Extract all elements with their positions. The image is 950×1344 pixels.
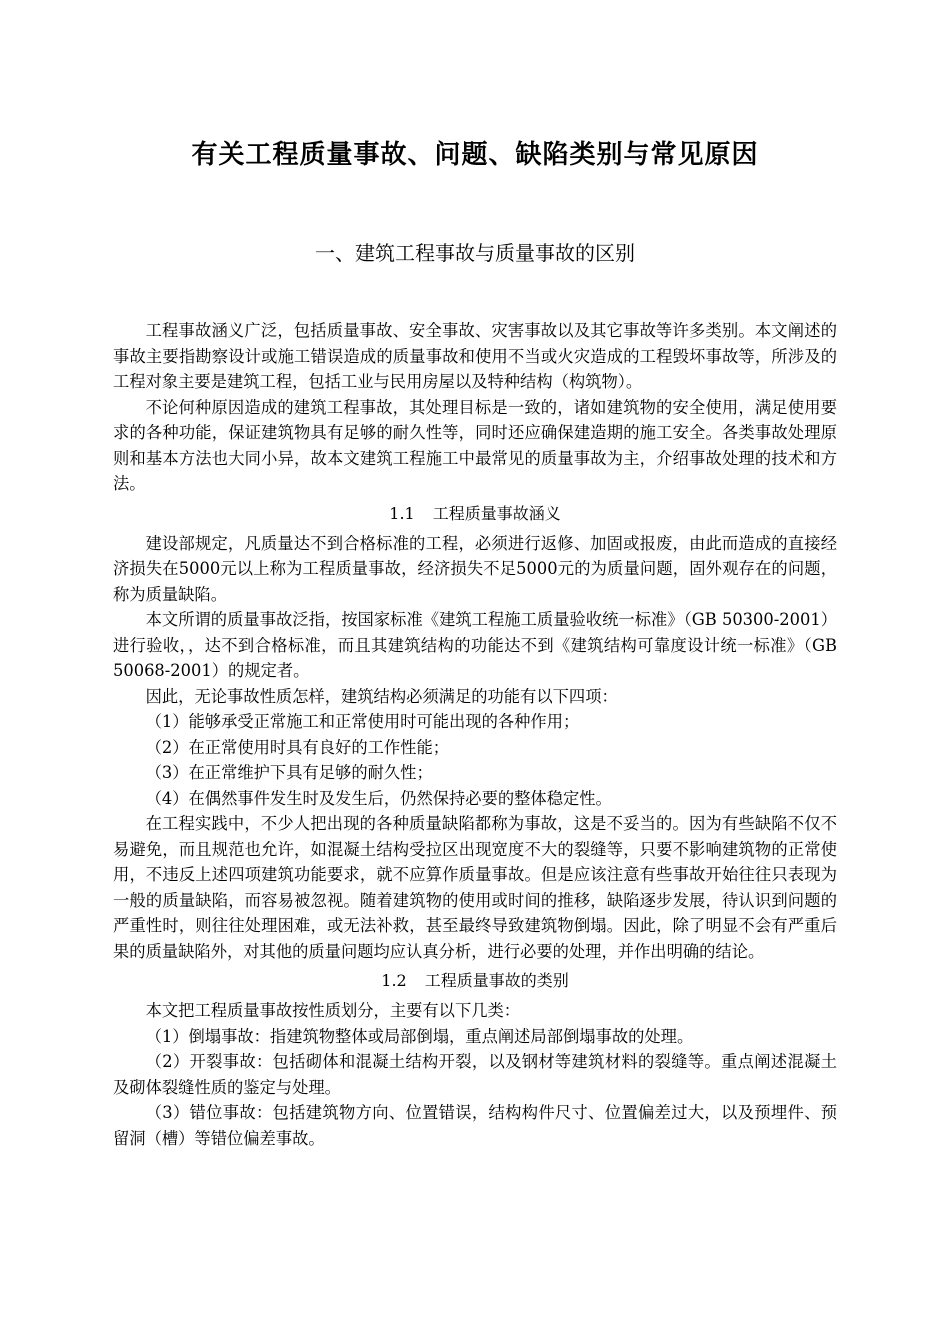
subsection-heading-1-1 (113, 502, 837, 526)
paragraph: 本文所谓的质量事故泛指，按国家标准《建筑工程施工质量验收统一标准》（GB 50300-2001）进行验收，，达不到合格标准，而且其建筑结构的功能达不到《建筑结构可靠度设计统一标准》（GB 50068-2001）的规定者。 (113, 610, 837, 680)
paragraph: 工程事故涵义广泛，包括质量事故、安全事故、灾害事故以及其它事故等许多类别。本文阐述的事故主要指勘察设计或施工错误造成的质量事故和使用不当或火灾造成的工程毁坏事故等，所涉及的工程对象主要是建筑工程，包括工业与民用房屋以及特种结构（构筑物）。 (113, 321, 837, 391)
list-item: （3）在正常维护下具有足够的耐久性； (145, 763, 433, 782)
document-body (113, 318, 837, 1151)
subsection-label: 工程质量事故的类别 (424, 971, 569, 990)
section-heading: 一、建筑工程事故与质量事故的区别 (315, 241, 635, 265)
list-item: （1）倒塌事故：指建筑物整体或局部倒塌，重点阐述局部倒塌事故的处理。 (145, 1026, 694, 1046)
list-item: （3）错位事故：包括建筑物方向、位置错误，结构构件尺寸、位置偏差过大，以及预埋件、预留洞（槽）等错位偏差事故。 (113, 1103, 837, 1148)
list-item: （4）在偶然事件发生时及发生后，仍然保持必要的整体稳定性。 (145, 788, 612, 808)
subsection-number: 1.2 (381, 971, 407, 990)
paragraph: 不论何种原因造成的建筑工程事故，其处理目标是一致的，诸如建筑物的安全使用，满足使用要求的各种功能，保证建筑物具有足够的耐久性等，同时还应确保建造期的施工安全。各类事故处理原则和基本方法也大同小异，故本文建筑工程施工中最常见的质量事故为主，介绍事故处理的技术和方法。 (113, 397, 837, 493)
subsection-heading-1-2 (113, 969, 837, 993)
document-title: 有关工程质量事故、问题、缺陷类别与常见原因 (191, 140, 759, 170)
paragraph: 在工程实践中，不少人把出现的各种质量缺陷都称为事故，这是不妥当的。因为有些缺陷不仅不易避免，而且规范也允许，如混凝土结构受拉区出现宽度不大的裂缝等，只要不影响建筑物的正常使用，不违反上述四项建筑功能要求，就不应算作质量事故。但是应该注意有些事故开始往往只表现为一般的质量缺陷，而容易被忽视。随着建筑物的使用或时间的推移，缺陷逐步发展，待认识到问题的严重性时，则往往处理困难，或无法补救，甚至最终导致建筑物倒塌。因此，除了明显不会有严重后果的质量缺陷外，对其他的质量问题均应认真分析，进行必要的处理，并作出明确的结论。 (113, 814, 837, 961)
list-item: （2）开裂事故：包括砌体和混凝土结构开裂，以及钢材等建筑材料的裂缝等。重点阐述混凝土及砌体裂缝性质的鉴定与处理。 (113, 1052, 837, 1097)
paragraph: 本文把工程质量事故按性质划分，主要有以下几类： (145, 1001, 521, 1020)
paragraph: 建设部规定，凡质量达不到合格标准的工程，必须进行返修、加固或报废，由此而造成的直接经济损失在5000元以上称为工程质量事故，经济损失不足5000元的为质量问题，固外观存在的问题，称为质量缺陷。 (113, 533, 837, 604)
list-item: （2）在正常使用时具有良好的工作性能； (145, 737, 450, 757)
subsection-label: 工程质量事故涵义 (432, 503, 561, 523)
subsection-number: 1.1 (389, 503, 415, 523)
paragraph: 因此，无论事故性质怎样，建筑结构必须满足的功能有以下四项： (145, 686, 618, 706)
list-item: （1）能够承受正常施工和正常使用时可能出现的各种作用； (145, 712, 580, 731)
